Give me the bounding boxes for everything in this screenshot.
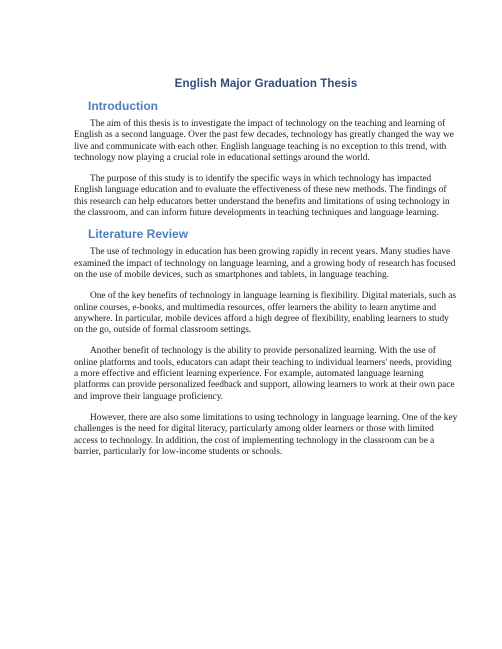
paragraph: One of the key benefits of technology in language learning is flexibility. Digital materials, such as online courses, e-books, and multimedia resources, offer learners the ability to learn anytime and anywhere. In particular, mobile devices afford a high degree of flexibility, enabling learners to study on the go, outside of formal classroom settings. bbox=[74, 291, 457, 336]
paragraph: The aim of this thesis is to investigate the impact of technology on the teaching and learning of English as a second language. Over the past few decades, technology has greatly changed the way we live and communicate with each other. English language teaching is no exception to this trend, with technology now playing a crucial role in educational settings around the world. bbox=[74, 119, 454, 163]
paragraph: The purpose of this study is to identify the specific ways in which technology has impacted English language education and to evaluate the effectiveness of these new methods. The findings of this research can help educators better understand the benefits and limitations of using technology in the classroom, and can inform future developments in teaching techniques and language learning. bbox=[74, 174, 450, 219]
document-title: English Major Graduation Thesis bbox=[174, 78, 358, 90]
section-heading-literature-review: Literature Review bbox=[88, 227, 189, 242]
paragraph: The use of technology in education has been growing rapidly in recent years. Many studies have examined the impact of technology on language learning, and a growing body of research has focused on the use of mobile devices, such as smartphones and tablets, in language teaching. bbox=[74, 247, 456, 280]
paragraph: However, there are also some limitations to using technology in language learning. One of the key challenges is the need for digital literacy, particularly among older learners or those with limited access to technology. In addition, the cost of implementing technology in the classroom can be a barrier, particularly for low-income students or schools. bbox=[74, 412, 458, 457]
paragraph: Another benefit of technology is the ability to provide personalized learning. With the use of online platforms and tools, educators can adapt their teaching to individual learners' needs, providing a more effective and efficient learning experience. For example, automated language learning platforms can provide personalized feedback and support, allowing learners to work at their own pace and improve their language proficiency. bbox=[74, 346, 455, 402]
section-heading-introduction: Introduction bbox=[88, 99, 158, 113]
